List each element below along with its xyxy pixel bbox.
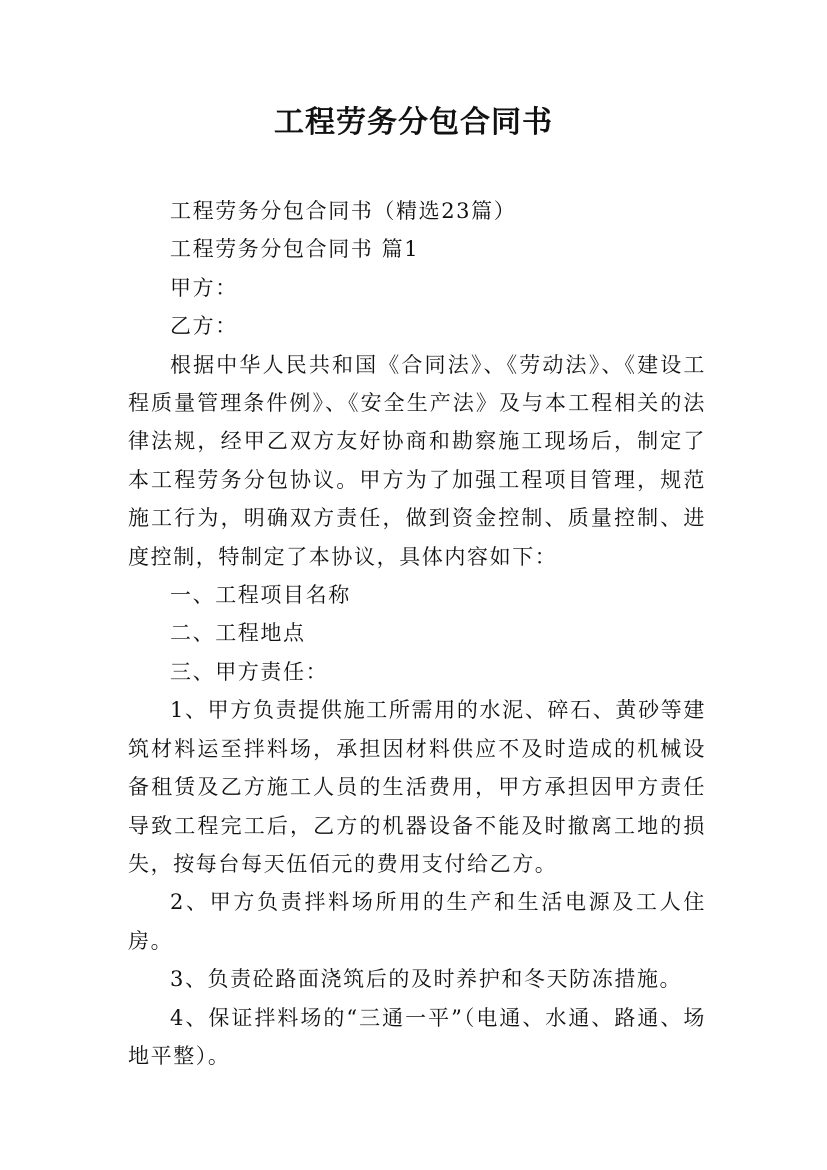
paragraph-section-party-a-duties: 三、甲方责任： [170,659,329,684]
paragraph-duty-1: 1、甲方负责提供施工所需用的水泥、碎石、黄砂等建筑材料运至拌料场，承担因材料供应不及时造成的机械设备租赁及乙方施工人员的生活费用，甲方承担因甲方责任导致工程完工后，乙方的机器设备不能及时撤离工地的损失，按每台每天伍佰元的费用支付给乙方。 [128,698,706,876]
paragraph-section-project-name: 一、工程项目名称 [170,583,351,608]
paragraph-duty-2: 2、甲方负责拌料场所用的生产和生活电源及工人住房。 [128,890,706,953]
paragraph-duty-3: 3、负责砼路面浇筑后的及时养护和冬天防冻措施。 [170,967,683,992]
paragraph-preamble: 根据中华人民共和国《合同法》、《劳动法》、《建设工程质量管理条件例》、《安全生产法》及与本工程相关的法律法规，经甲乙双方友好协商和勘察施工现场后，制定了本工程劳务分包协议。甲方为了加强工程项目管理，规范施工行为，明确双方责任，做到资金控制、质量控制、进度控制，特制定了本协议，具体内容如下： [128,352,706,569]
document-body [128,192,706,1075]
paragraph-article-heading: 工程劳务分包合同书 篇1 [170,237,420,262]
paragraph-duty-4: 4、保证拌料场的“三通一平”（电通、水通、路通、场地平整）。 [128,1005,706,1068]
paragraph-collection-title: 工程劳务分包合同书（精选23篇） [170,199,517,223]
document-title: 工程劳务分包合同书 [274,105,553,140]
paragraph-party-b: 乙方： [170,314,238,339]
paragraph-party-a: 甲方： [170,275,238,300]
paragraph-section-location: 二、工程地点 [170,621,306,646]
